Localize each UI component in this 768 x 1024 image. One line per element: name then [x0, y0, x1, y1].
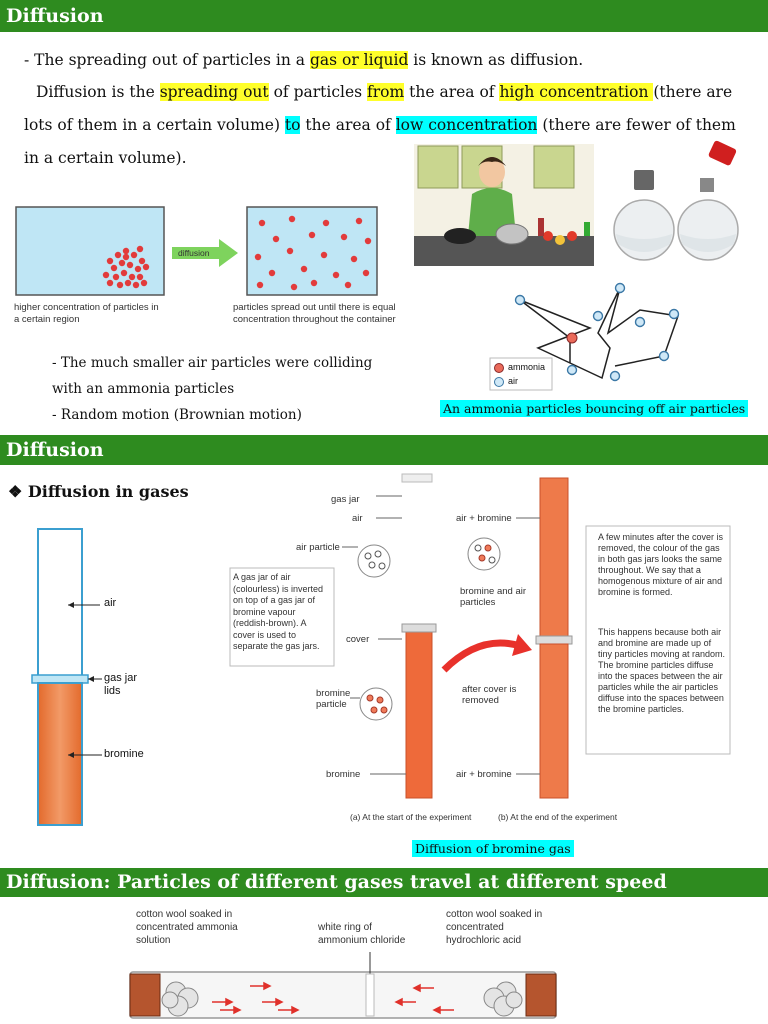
fig-note-right-1: A few minutes after the cover is removed, the colour of the gas in both gas jars looks the same throughout. We say that a homogenous mixture of air and bromine is formed.	[598, 532, 724, 597]
fig-note-left: A gas jar of air (colourless) is inverted on top of a gas jar of bromine vapour (reddish-brown). A cover is used to separate the gas jars.	[233, 572, 324, 651]
fig-label-gas-jar: gas jar	[331, 494, 360, 505]
fig-label-air-particle: air particle	[296, 542, 340, 553]
section-header-diffusion	[0, 0, 768, 32]
bullet-colliding: - The much smaller air particles were colliding	[52, 355, 373, 371]
highlight-from: from	[367, 83, 405, 101]
ammonia-particle	[567, 333, 577, 343]
ammonia-hcl-tube	[126, 952, 566, 1022]
fig-label-bromine-air-particles: bromine and air particles	[460, 586, 527, 608]
pan	[444, 228, 476, 244]
label-white-ring: white ring of ammonium chloride	[318, 922, 406, 946]
section-header-diffusion-2	[0, 435, 768, 465]
legend-air: air	[508, 376, 519, 386]
text: Diffusion is the	[36, 83, 160, 101]
perfume-bottles	[612, 140, 757, 265]
label-hcl-cotton: cotton wool soaked in concentrated hydrochloric acid	[446, 909, 543, 946]
subtitle-diffusion-in-gases	[8, 482, 189, 501]
bottle-cap-left	[634, 170, 654, 190]
section-title: Diffusion	[6, 439, 104, 461]
text: (there are lots of them in a certain volume)	[24, 83, 733, 134]
fig-caption-b: (b) At the end of the experiment	[498, 812, 618, 822]
mixture-column-bottom	[540, 644, 568, 798]
bromine-caption: Diffusion of bromine gas	[412, 840, 574, 857]
label-ammonia-cotton: cotton wool soaked in concentrated ammonia solution	[136, 909, 238, 946]
section-title: Diffusion: Particles of different gases travel at different speed	[6, 871, 667, 893]
fig-label-bromine-particle: bromine particle	[316, 688, 351, 710]
bullet-random-motion: - Random motion (Brownian motion)	[52, 407, 302, 423]
highlight-spreading-out: spreading out	[159, 83, 269, 101]
highlight-gas-liquid: gas or liquid	[309, 51, 409, 69]
text: - The spreading out of particles in a	[24, 51, 310, 69]
bottle-neck-right	[700, 178, 714, 192]
bullet-colliding-cont: with an ammonia particles	[52, 381, 235, 397]
mixture-column-top	[540, 478, 568, 638]
arrow-label: diffusion	[178, 248, 210, 258]
fig-note-right-2: This happens because both air and bromine are made up of tiny particles moving at random. The bromine particles diffuse into the spaces between the air particles while the air particles diffuse into the spaces between the bromine particles.	[598, 627, 726, 714]
bromine-jar	[38, 683, 82, 825]
fig-label-bromine: bromine	[326, 769, 361, 780]
label-air: air	[104, 597, 117, 609]
stopper-left	[130, 974, 160, 1016]
label-bromine: bromine	[104, 748, 144, 760]
bromine-column-start	[406, 628, 432, 798]
section-title: Diffusion	[6, 5, 104, 27]
label-gas-jar-lids: gas jar lids	[104, 672, 138, 697]
air-particle-zoom	[358, 545, 390, 577]
fig-label-air: air	[352, 513, 363, 524]
highlight-to: to	[284, 116, 301, 134]
mixed-particles-zoom	[468, 538, 500, 570]
cooking-illustration	[414, 144, 594, 266]
box-left-caption: higher concentration of particles in a certain region	[14, 302, 159, 325]
text: the area of	[300, 116, 396, 134]
text: of particles	[268, 83, 368, 101]
highlight-low-concentration: low concentration	[395, 116, 538, 134]
definition-line	[24, 44, 748, 77]
fig-label-after-cover: after cover is removed	[462, 684, 517, 706]
section-header-speed	[0, 868, 768, 897]
fig-label-air-bromine-top: air + bromine	[456, 513, 512, 524]
highlight-high-concentration: high concentration	[499, 83, 654, 101]
text: the area of	[404, 83, 500, 101]
fig-label-air-bromine-bottom: air + bromine	[456, 769, 512, 780]
text: is known as diffusion.	[408, 51, 584, 69]
gas-jar-lid	[32, 675, 88, 683]
motion-caption: An ammonia particles bouncing off air particles	[440, 400, 748, 417]
box-right-caption: particles spread out until there is equal concentration throughout the container	[233, 302, 396, 325]
white-ring	[366, 974, 374, 1016]
diamond-bullet-icon: ❖	[8, 482, 23, 501]
subtitle-text: Diffusion in gases	[27, 482, 189, 501]
bottle-cap-right	[708, 140, 737, 166]
air-jar	[38, 529, 82, 677]
text: (there are fewer of them in a certain volume).	[24, 116, 736, 167]
stopper-right	[526, 974, 556, 1016]
fig-caption-a: (a) At the start of the experiment	[350, 812, 472, 822]
legend-ammonia: ammonia	[508, 362, 546, 372]
fig-label-cover: cover	[346, 634, 370, 645]
